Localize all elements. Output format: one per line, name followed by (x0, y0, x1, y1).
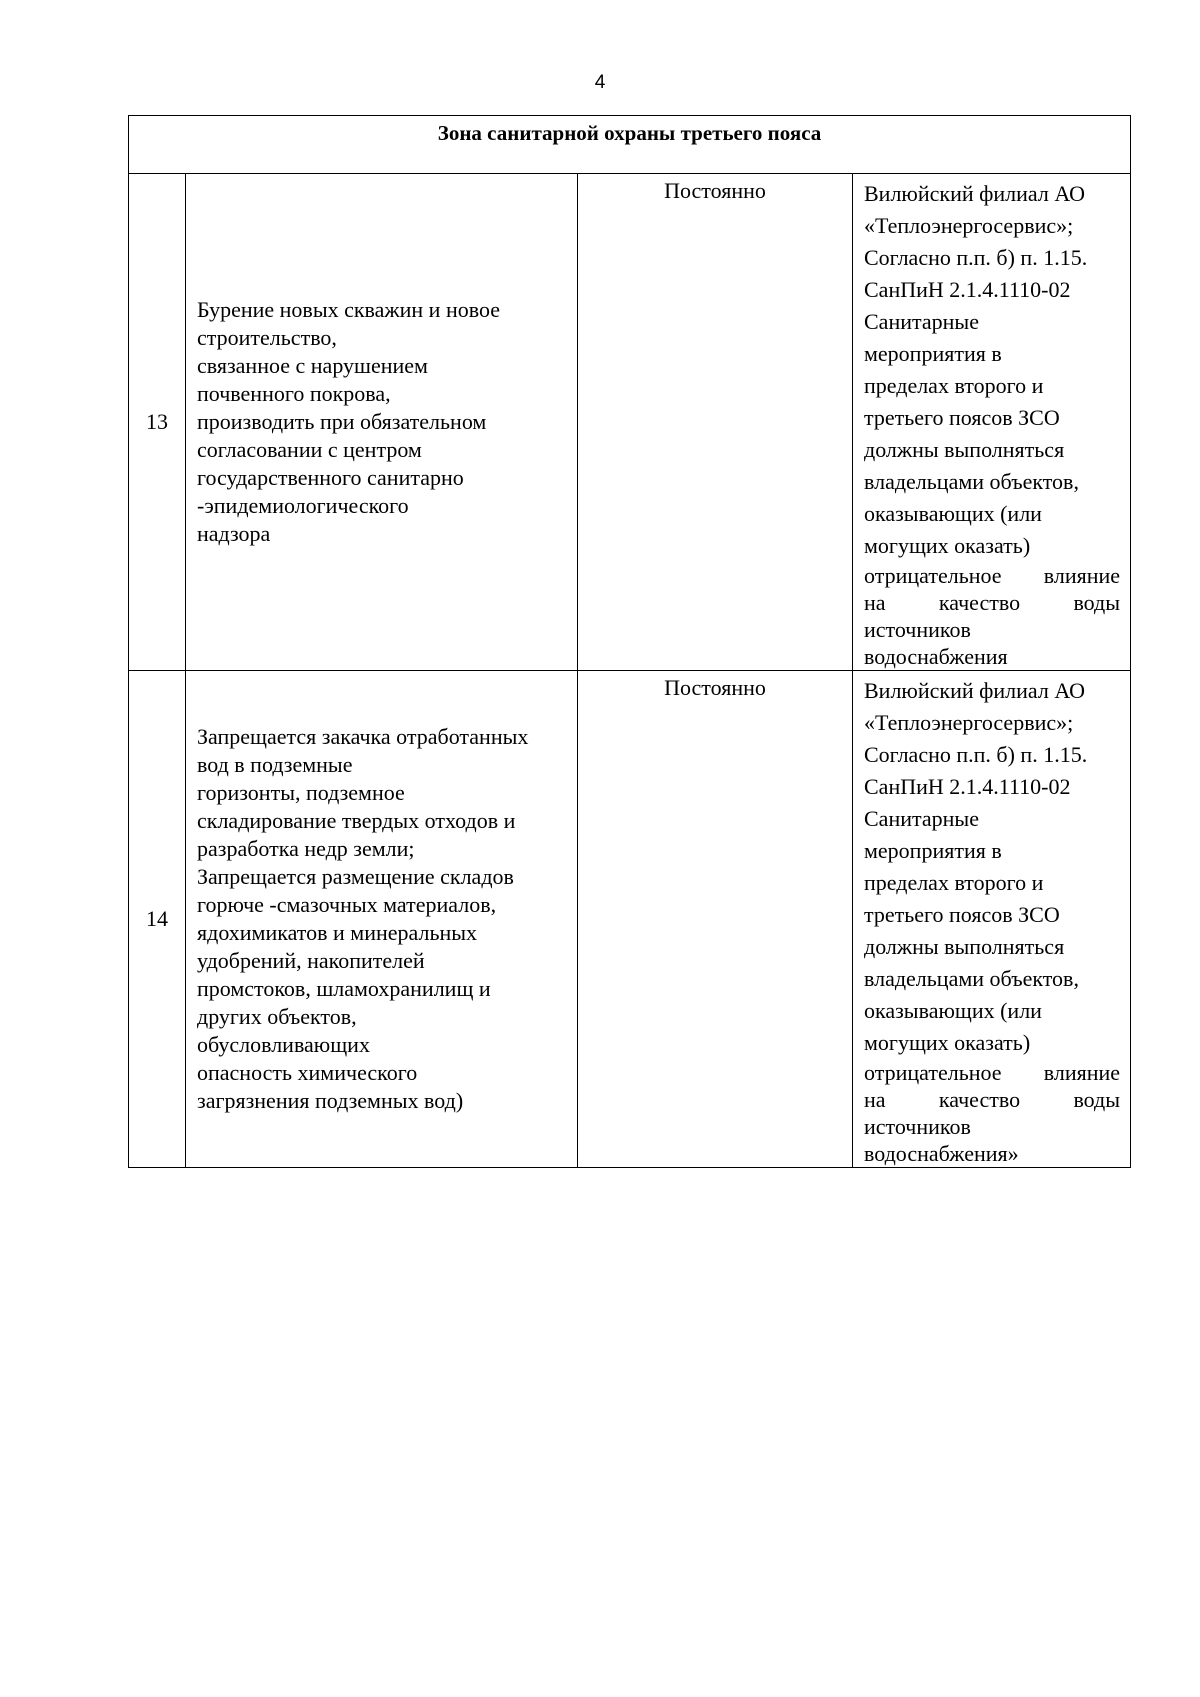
responsible-word: влияние (1043, 1060, 1121, 1085)
description-line: разработка недр земли; (197, 836, 415, 861)
responsible-line: «Теплоэнергосервис»; (864, 710, 1074, 735)
description-line: строительство, (197, 325, 337, 350)
responsible-word: качество (938, 1087, 1021, 1112)
description-line: удобрений, накопителей (197, 948, 425, 973)
description-line: обусловливающих (197, 1032, 370, 1057)
responsible-word: влияние (1043, 563, 1121, 588)
responsible-line: Согласно п.п. б) п. 1.15. (864, 742, 1088, 767)
responsible-line: Санитарные (864, 309, 979, 334)
responsible-justified-line (864, 562, 1120, 589)
description-line: промстоков, шламохранилищ и (197, 976, 491, 1001)
responsible-line: могущих оказать) (864, 533, 1031, 558)
responsible-line: должны выполняться (864, 934, 1065, 959)
responsible-line: Санитарные (864, 806, 979, 831)
responsible-line: мероприятия в (864, 341, 1002, 366)
responsible-line: СанПиН 2.1.4.1110-02 (864, 277, 1071, 302)
responsible-line: мероприятия в (864, 838, 1002, 863)
description-line: ядохимикатов и минеральных (197, 920, 478, 945)
responsible-line: третьего поясов ЗСО (864, 405, 1060, 430)
description-line: Бурение новых скважин и новое (197, 297, 500, 322)
responsible-word: воды (1073, 1087, 1121, 1112)
table-row (129, 671, 1131, 1168)
description-line: Запрещается закачка отработанных (197, 724, 529, 749)
description-line: согласовании с центром (197, 437, 422, 462)
responsible-justified-line (864, 1059, 1120, 1086)
responsible-line: третьего поясов ЗСО (864, 902, 1060, 927)
responsible-party (853, 671, 1131, 1168)
responsible-line: должны выполняться (864, 437, 1065, 462)
responsible-justified-line (864, 1086, 1120, 1113)
description-line: загрязнения подземных вод) (197, 1088, 464, 1113)
page-number: 4 (594, 72, 606, 93)
responsible-word: на (864, 590, 886, 615)
description-line: -эпидемиологического (197, 493, 409, 518)
description-line: горизонты, подземное (197, 780, 405, 805)
description-line: складирование твердых отходов и (197, 808, 516, 833)
description-line: связанное с нарушением (197, 353, 428, 378)
responsible-line: источников (864, 617, 971, 642)
responsible-line: водоснабжения» (864, 1141, 1019, 1166)
description-line: производить при обязательном (197, 409, 487, 434)
responsible-line: пределах второго и (864, 373, 1044, 398)
measure-description (186, 174, 578, 671)
row-number: 13 (129, 174, 186, 671)
responsible-line: пределах второго и (864, 870, 1044, 895)
responsible-line: оказывающих (или (864, 501, 1042, 526)
table-row (129, 174, 1131, 671)
responsible-word: отрицательное (864, 1060, 1002, 1085)
row-number: 14 (129, 671, 186, 1168)
responsible-line: могущих оказать) (864, 1030, 1031, 1055)
description-line: опасность химического (197, 1060, 418, 1085)
responsible-line: владельцами объектов, (864, 469, 1079, 494)
responsible-line: Вилюйский филиал АО (864, 181, 1086, 206)
description-line: других объектов, (197, 1004, 357, 1029)
frequency: Постоянно (578, 671, 853, 1168)
responsible-line: владельцами объектов, (864, 966, 1079, 991)
responsible-word: на (864, 1087, 886, 1112)
responsible-party (853, 174, 1131, 671)
responsible-line: СанПиН 2.1.4.1110-02 (864, 774, 1071, 799)
responsible-word: отрицательное (864, 563, 1002, 588)
frequency: Постоянно (578, 174, 853, 671)
description-line: государственного санитарно (197, 465, 464, 490)
section-title: Зона санитарной охраны третьего пояса (129, 116, 1131, 174)
responsible-line: «Теплоэнергосервис»; (864, 213, 1074, 238)
responsible-line: оказывающих (или (864, 998, 1042, 1023)
responsible-word: качество (938, 590, 1021, 615)
description-line: вод в подземные (197, 752, 353, 777)
description-line: надзора (197, 521, 271, 546)
responsible-line: Согласно п.п. б) п. 1.15. (864, 245, 1088, 270)
responsible-word: воды (1073, 590, 1121, 615)
description-line: почвенного покрова, (197, 381, 391, 406)
responsible-justified-line (864, 589, 1120, 616)
responsible-line: водоснабжения (864, 644, 1008, 669)
measure-description (186, 671, 578, 1168)
description-line: горюче -смазочных материалов, (197, 892, 497, 917)
measures-table (128, 115, 1131, 1168)
responsible-line: Вилюйский филиал АО (864, 678, 1086, 703)
responsible-line: источников (864, 1114, 971, 1139)
description-line: Запрещается размещение складов (197, 864, 514, 889)
